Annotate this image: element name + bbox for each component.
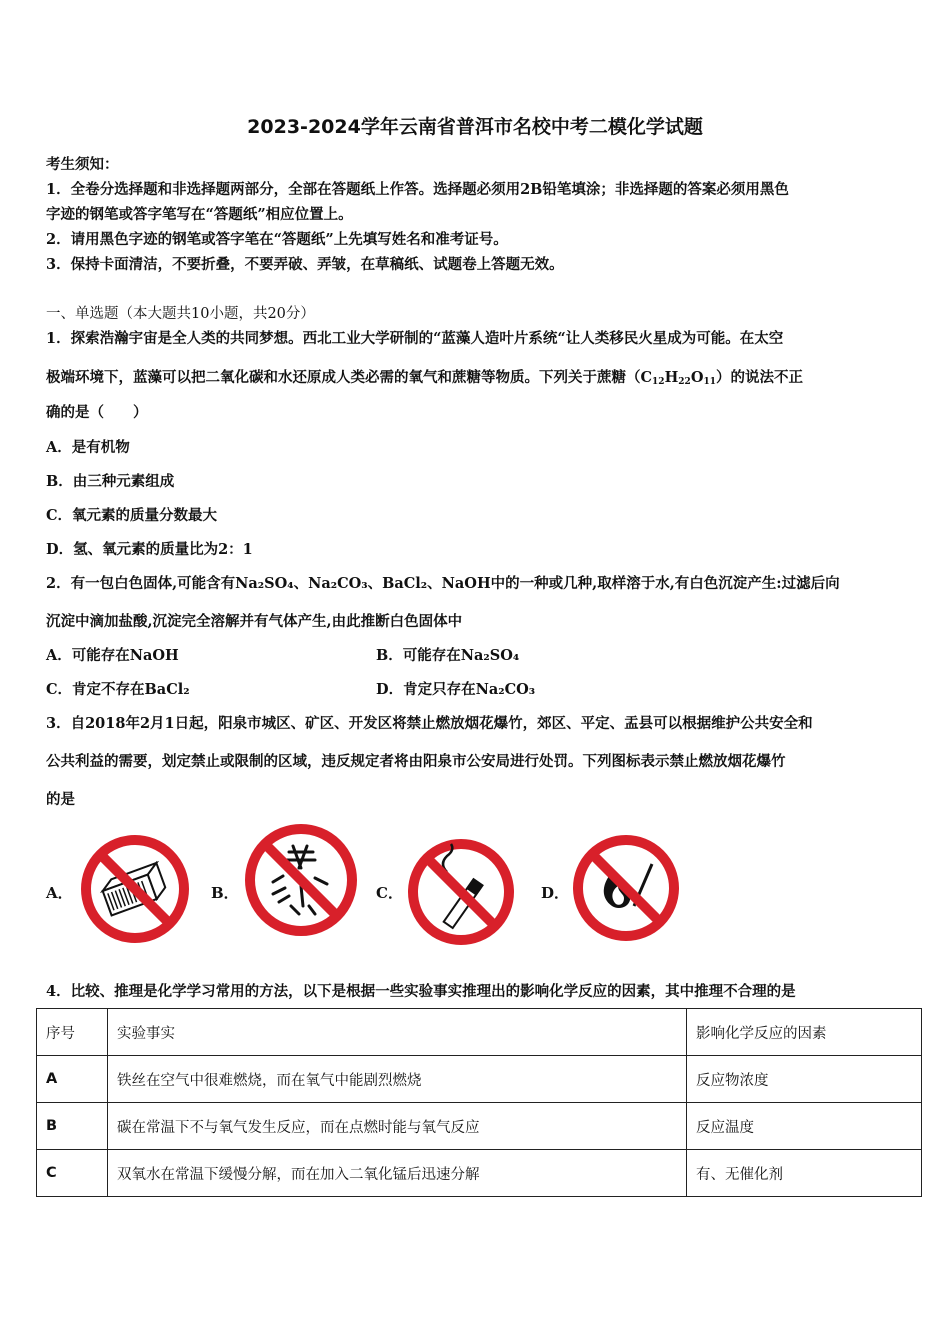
- row-factor: 反应温度: [687, 1103, 922, 1150]
- section-heading: 一、单选题（本大题共10小题，共20分）: [46, 306, 315, 322]
- no-matches-sign-icon: [80, 834, 190, 944]
- row-factor: 反应物浓度: [687, 1056, 922, 1103]
- q3-option-b-label: B．: [211, 884, 239, 902]
- q1-option-a: A．是有机物: [46, 439, 130, 456]
- no-fireworks-sign-icon: [243, 822, 359, 938]
- notice-item-2: 2．请用黑色字迹的钢笔或答字笔在“答题纸”上先填写姓名和准考证号。: [46, 231, 508, 248]
- q1-option-b: B．由三种元素组成: [46, 473, 175, 490]
- row-factor: 有、无催化剂: [687, 1150, 922, 1197]
- q1-line-1: 1．探索浩瀚宇宙是全人类的共同梦想。西北工业大学研制的“蓝藻人造叶片系统“让人类移民火星成为可能。在太空: [46, 330, 784, 347]
- q3-option-d-label: D．: [541, 884, 570, 902]
- no-smoking-sign-icon: [407, 838, 515, 946]
- no-open-flame-sign-icon: [572, 834, 680, 942]
- q1-line-3: 确的是（ ）: [46, 404, 148, 421]
- q3-line-3: 的是: [46, 791, 75, 808]
- q3-option-c-label: C．: [376, 884, 403, 902]
- q1-line-2: 极端环境下，蓝藻可以把二氧化碳和水还原成人类必需的氧气和蔗糖等物质。下列关于蔗糖$(C_{12}H_{22}O_{11})$的说法不正: [46, 369, 803, 387]
- notice-item-3: 3．保持卡面清洁，不要折叠，不要弄破、弄皱，在草稿纸、试题卷上答题无效。: [46, 256, 564, 273]
- q2-option-d: D．肯定只存在Na₂CO₃: [376, 681, 536, 698]
- q3-line-1: 3．自2018年2月1日起，阳泉市城区、矿区、开发区将禁止燃放烟花爆竹，郊区、平定、盂县可以根据维护公共安全和: [46, 715, 813, 732]
- header-cell: 序号: [37, 1009, 108, 1056]
- q3-line-2: 公共利益的需要，划定禁止或限制的区域，违反规定者将由阳泉市公安局进行处罚。下列图标表示禁止燃放烟花爆竹: [46, 753, 786, 770]
- q4-line-1: 4．比较、推理是化学学习常用的方法，以下是根据一些实验事实推理出的影响化学反应的因素，其中推理不合理的是: [46, 983, 796, 1000]
- q2-option-a: A．可能存在NaOH: [46, 647, 179, 664]
- row-fact: 铁丝在空气中很难燃烧，而在氧气中能剧烈燃烧: [108, 1056, 687, 1103]
- header-cell: 实验事实: [108, 1009, 687, 1056]
- q1-option-d: D．氢、氧元素的质量比为2：1: [46, 541, 253, 558]
- q2-option-c: C．肯定不存在BaCl₂: [46, 681, 190, 698]
- notice-item-1: 1．全卷分选择题和非选择题两部分，全部在答题纸上作答。选择题必须用2B铅笔填涂；非选择题的答案必须用黑色: [46, 181, 789, 198]
- q3-option-a-label: A．: [46, 884, 73, 902]
- table-row: [37, 1150, 922, 1197]
- q2-line-2: 沉淀中滴加盐酸,沉淀完全溶解并有气体产生,由此推断白色固体中: [46, 613, 463, 630]
- row-label: C: [37, 1150, 108, 1197]
- table-header-row: [37, 1009, 922, 1056]
- notice-heading: 考生须知：: [46, 156, 119, 173]
- q2-line-1: 2．有一包白色固体,可能含有Na₂SO₄、Na₂CO₃、BaCl₂、NaOH中的一种或几种,取样溶于水,有白色沉淀产生:过滤后向: [46, 575, 840, 592]
- q1-option-c: C．氧元素的质量分数最大: [46, 507, 218, 524]
- q2-option-b: B．可能存在Na₂SO₄: [376, 647, 520, 664]
- q4-table: [36, 1008, 922, 1197]
- row-fact: 碳在常温下不与氧气发生反应，而在点燃时能与氧气反应: [108, 1103, 687, 1150]
- row-label: B: [37, 1103, 108, 1150]
- page-title: 2023-2024学年云南省普洱市名校中考二模化学试题: [247, 116, 703, 138]
- row-fact: 双氧水在常温下缓慢分解，而在加入二氧化锰后迅速分解: [108, 1150, 687, 1197]
- row-label: A: [37, 1056, 108, 1103]
- notice-item-1-cont: 字迹的钢笔或答字笔写在“答题纸”相应位置上。: [46, 206, 353, 223]
- table-row: [37, 1103, 922, 1150]
- table-row: [37, 1056, 922, 1103]
- header-cell: 影响化学反应的因素: [687, 1009, 922, 1056]
